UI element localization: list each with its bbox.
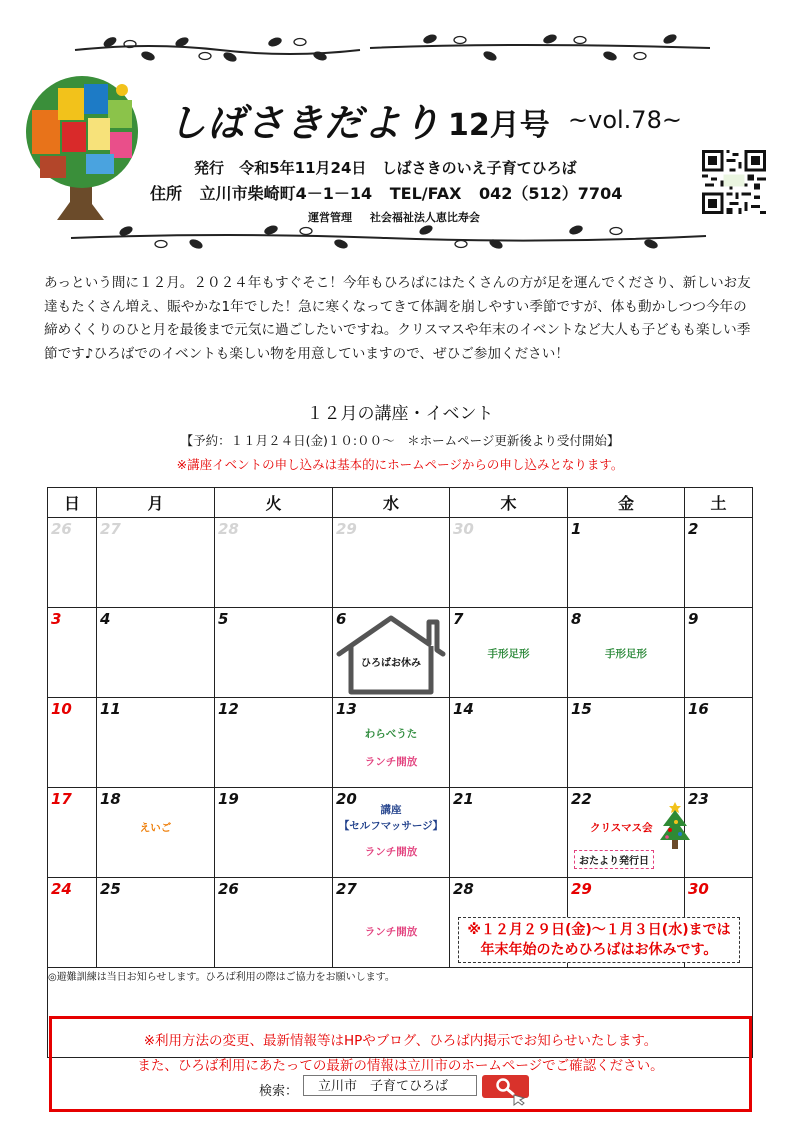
weekday-sat: 土 [685,488,753,518]
day-cell [97,878,215,968]
event-tegata: 手形足形 [605,648,647,660]
day-cell [48,788,97,878]
year-end-holiday-notice [458,917,740,963]
day-cell [450,518,568,608]
tel-number: 042（512）7704 [479,184,623,203]
day-cell [48,608,97,698]
otayori-badge: おたより発行日 [574,850,654,869]
holiday-line-2: 年末年始のためひろばはお休みです。 [480,942,718,958]
day-number: 7 [453,610,464,628]
events-title: １２月の講座・イベント [306,404,494,424]
weekday-tue: 火 [215,488,333,518]
event-calendar [47,487,753,1058]
event-kouza-name: 【セルフマッサージ】 [338,820,444,832]
calendar-week [48,608,753,698]
intro-paragraph: あっという間に１２月。２０２４年もすぐそこ！今年もひろばにはたくさんの方が足を運んでくださり、新しいお友達もたくさん増え、賑やかな1年でした！急に寒くなってきて体調を崩しやすい季節ですが、体も動かしつつ今年の締めくくりのひと月を最後まで元気に過ごしたいですね。クリスマスや年末のイベントなど大人も子どもも楽しい季節です♪ひろばでのイベントも楽しい物を用意していますので、ぜひご参加ください！ [44,275,751,362]
application-note: ※講座イベントの申し込みは基本的にホームページからの申し込みとなります。 [176,457,624,472]
day-number: 24 [51,880,72,898]
calendar-week [48,788,753,878]
cursor-icon [512,1093,534,1107]
day-number: 27 [100,520,121,538]
day-cell [685,608,753,698]
day-number: 17 [51,790,72,808]
day-cell [333,878,450,968]
address-info [150,181,634,204]
day-cell [333,788,450,878]
day-cell [568,608,685,698]
event-kouza-title: 講座 [380,804,402,816]
day-number: 14 [453,700,474,718]
day-cell [333,608,450,698]
day-cell [568,788,685,878]
event-eigo: えいご [139,822,172,834]
day-number: 3 [51,610,62,628]
day-number: 6 [336,610,347,628]
day-number: 16 [688,700,709,718]
address-text: 立川市柴崎町4－1－14 [199,184,373,203]
day-number: 19 [218,790,239,808]
publish-label: 発行 [194,159,225,177]
publish-info [194,157,587,178]
day-cell [97,698,215,788]
calendar-week [48,518,753,608]
day-cell [568,518,685,608]
day-number: 2 [688,520,699,538]
day-number: 29 [336,520,357,538]
weekday-fri: 金 [568,488,685,518]
day-cell [450,698,568,788]
day-number: 30 [688,880,709,898]
day-number: 10 [51,700,72,718]
calendar-footnote: ◎避難訓練は当日お知らせします。ひろば利用の際はご協力をお願いします。 [48,968,753,1058]
day-cell [97,608,215,698]
day-number: 22 [571,790,592,808]
day-cell [48,518,97,608]
qr-code-icon[interactable] [702,150,766,214]
publish-date: 令和5年11月24日 [239,159,367,177]
day-cell [48,698,97,788]
weekday-thu: 木 [450,488,568,518]
search-label: 検索： [259,1084,299,1099]
weekday-mon: 月 [97,488,215,518]
info-box [49,1016,752,1112]
day-number: 11 [100,700,121,718]
publisher-name: しばさきのいえ子育てひろば [381,159,577,177]
volume-number: ~vol.78~ [568,106,682,134]
day-number: 23 [688,790,709,808]
day-cell [215,788,333,878]
day-cell [685,788,753,878]
day-cell [568,698,685,788]
day-number: 1 [571,520,582,538]
management-name: 社会福祉法人恵比寿会 [369,211,480,224]
closed-label: ひろばお休み [361,658,421,669]
day-number: 5 [218,610,229,628]
day-number: 20 [336,790,357,808]
day-number: 30 [453,520,474,538]
event-lunch: ランチ開放 [364,756,418,768]
event-lunch: ランチ開放 [364,926,418,938]
day-cell [215,878,333,968]
day-number: 13 [336,700,357,718]
day-number: 28 [218,520,239,538]
event-lunch: ランチ開放 [364,846,418,858]
event-christmas: クリスマス会 [590,822,653,834]
info-line-2: また、ひろば利用にあたっての最新の情報は立川市のホームページでご確認ください。 [137,1058,664,1074]
day-number: 21 [453,790,474,808]
day-cell [685,518,753,608]
weekday-wed: 水 [333,488,450,518]
address-label: 住所 [150,184,183,203]
day-number: 26 [51,520,72,538]
weekday-header [48,488,753,518]
weekday-sun: 日 [48,488,97,518]
event-warabeuta: わらべうた [364,728,418,740]
issue-month: 12月号 [448,108,550,143]
house-icon [335,610,447,696]
management-label: 運営管理 [308,211,352,224]
holiday-line-1: ※１２月２９日(金)～１月３日(水)までは [467,922,731,938]
day-number: 27 [336,880,357,898]
search-input[interactable]: 立川市 子育てひろば [303,1075,477,1096]
day-number: 15 [571,700,592,718]
day-number: 12 [218,700,239,718]
day-cell [48,878,97,968]
day-cell [215,518,333,608]
calendar-week [48,698,753,788]
day-number: 9 [688,610,699,628]
day-number: 4 [100,610,111,628]
day-cell [215,608,333,698]
day-cell [97,518,215,608]
day-cell [450,608,568,698]
day-number: 29 [571,880,592,898]
info-line-1: ※利用方法の変更、最新情報等はHPやブログ、ひろば内掲示でお知らせいたします。 [143,1033,658,1049]
day-cell [685,698,753,788]
reservation-info: 【予約：１１月２４日(金)１０:００～ ＊ホームページ更新後より受付開始】 [180,433,620,448]
day-cell [333,698,450,788]
day-cell [97,788,215,878]
bottom-vine-decoration [66,222,716,252]
day-number: 28 [453,880,474,898]
top-vine-decoration [70,30,720,66]
day-cell [215,698,333,788]
tel-label: TEL/FAX [389,184,462,203]
newsletter-title: しばさきだより [168,101,442,145]
logo-tree-icon [22,70,144,220]
day-number: 18 [100,790,121,808]
day-number: 26 [218,880,239,898]
day-cell [333,518,450,608]
event-tegata: 手形足形 [487,648,530,660]
day-cell [450,788,568,878]
day-number: 25 [100,880,121,898]
day-number: 8 [571,610,582,628]
